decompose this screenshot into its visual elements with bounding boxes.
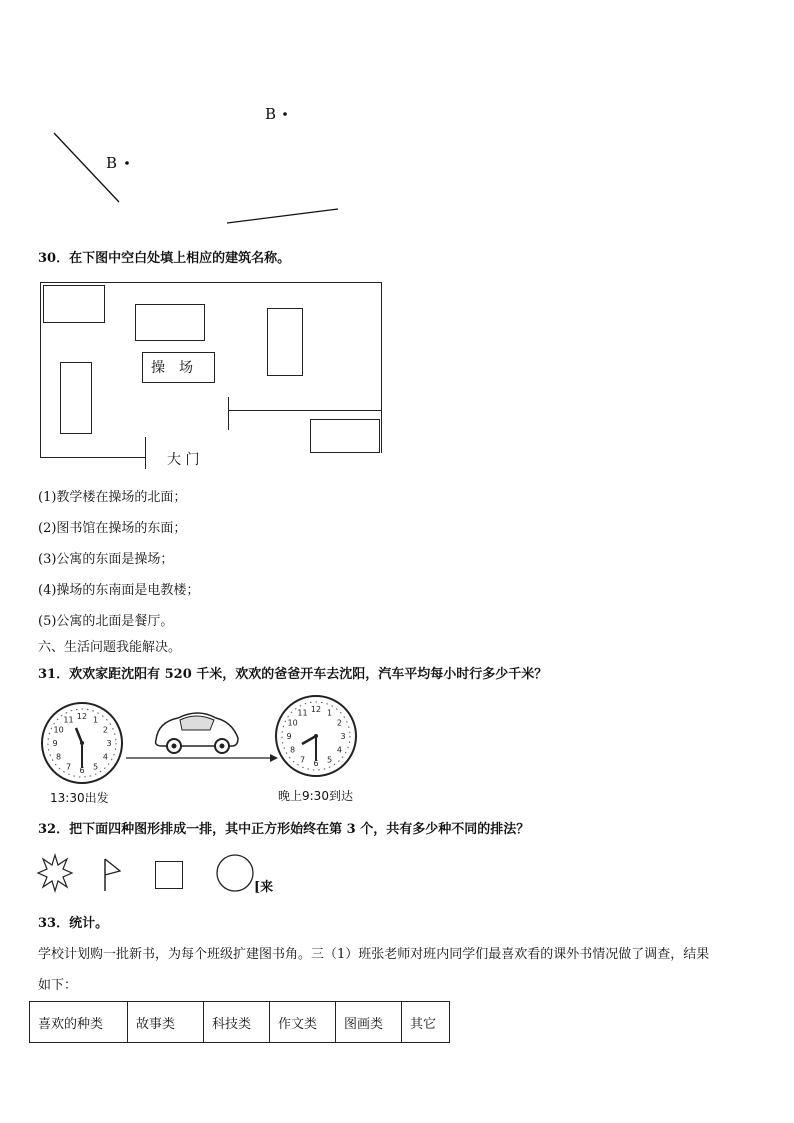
point-b-label-left: B xyxy=(106,154,118,172)
clock-number: 1 xyxy=(326,708,333,718)
clock-number: 6 xyxy=(313,759,319,768)
q33-paragraph-line1: 学校计划购一批新书，为每个班级扩建图书角。三（1）班张老师对班内同学们最喜欢看的课外书情况做了调查，结果 xyxy=(38,947,710,962)
q33-title: 33．统计。 xyxy=(38,916,109,931)
clock-number: 11 xyxy=(297,708,308,718)
clock-number: 8 xyxy=(56,752,62,762)
table-header-cell: 科技类 xyxy=(204,1002,270,1043)
playground-label: 操 场 xyxy=(151,360,193,376)
map-bottom-left-wall xyxy=(40,457,146,458)
q30-item-3: (3)公寓的东面是操场； xyxy=(38,552,174,567)
table-header-cell: 作文类 xyxy=(270,1002,336,1043)
building-box-east xyxy=(267,308,303,376)
inner-wall xyxy=(228,410,381,411)
q30-title: 30．在下图中空白处填上相应的建筑名称。 xyxy=(38,251,291,266)
map-left-border xyxy=(40,282,41,457)
table-header-cell: 其它 xyxy=(402,1002,450,1043)
car-icon xyxy=(156,713,238,753)
clock-number: 4 xyxy=(102,752,108,762)
q30-item-4: (4)操场的东南面是电教楼； xyxy=(38,583,200,598)
clock-number: 7 xyxy=(65,762,72,772)
arrive-caption: 晚上9:30到达 xyxy=(278,789,353,803)
inner-wall-post xyxy=(228,397,229,430)
clock-number: 3 xyxy=(340,732,346,741)
square-shape xyxy=(155,861,183,889)
clock-number: 3 xyxy=(106,739,112,748)
star-shape xyxy=(36,853,74,893)
q30-item-2: (2)图书馆在操场的东面； xyxy=(38,521,187,536)
clock-right xyxy=(274,694,358,778)
q33-paragraph-line2: 如下： xyxy=(38,978,78,993)
gate-post xyxy=(145,437,146,469)
clock-number: 8 xyxy=(290,745,296,755)
table-header-cell: 故事类 xyxy=(128,1002,204,1043)
clock-number: 10 xyxy=(53,725,64,735)
clock-number: 10 xyxy=(287,718,298,728)
table-header-cell: 喜欢的种类 xyxy=(30,1002,128,1043)
building-box-north xyxy=(135,304,205,341)
q31-title: 31．欢欢家距沈阳有 520 千米，欢欢的爸爸开车去沈阳，汽车平均每小时行多少千米？ xyxy=(38,667,548,682)
circle-shape xyxy=(215,853,255,893)
clock-number: 2 xyxy=(102,725,108,735)
clock-number: 2 xyxy=(336,718,342,728)
clock-number: 5 xyxy=(92,762,99,772)
q32-title: 32．把下面四种图形排成一排，其中正方形始终在第 3 个，共有多少种不同的排法？ xyxy=(38,822,530,837)
clock-number: 11 xyxy=(63,715,74,725)
clock-number: 6 xyxy=(79,766,85,775)
clock-number: 1 xyxy=(92,715,99,725)
table-header-cell: 图画类 xyxy=(336,1002,402,1043)
clock-number: 7 xyxy=(299,755,306,765)
car-arrow xyxy=(120,700,280,770)
flag-shape xyxy=(100,857,126,893)
clock-number: 5 xyxy=(326,755,333,765)
gate-label: 大 门 xyxy=(167,452,200,468)
building-box-southeast xyxy=(310,419,380,453)
section-6-title: 六、生活问题我能解决。 xyxy=(38,640,182,655)
clock-left xyxy=(40,701,124,785)
map-top-border xyxy=(40,282,382,283)
building-box-west xyxy=(60,362,92,434)
q32-stray-text: [来 xyxy=(254,880,274,895)
point-b-label-top: B xyxy=(265,105,277,123)
campus-map xyxy=(0,0,794,480)
clock-number: 12 xyxy=(76,712,88,721)
clock-number: 4 xyxy=(336,745,342,755)
q30-item-1: (1)教学楼在操场的北面； xyxy=(38,490,187,505)
map-right-border xyxy=(381,282,382,453)
building-box-northwest xyxy=(43,285,105,323)
book-preference-table xyxy=(29,1001,450,1043)
clock-number: 12 xyxy=(310,705,322,714)
clock-number: 9 xyxy=(52,739,58,748)
table-row xyxy=(30,1002,450,1043)
q30-item-5: (5)公寓的北面是餐厅。 xyxy=(38,614,174,629)
clock-number: 9 xyxy=(286,732,292,741)
depart-caption: 13:30出发 xyxy=(50,791,109,805)
